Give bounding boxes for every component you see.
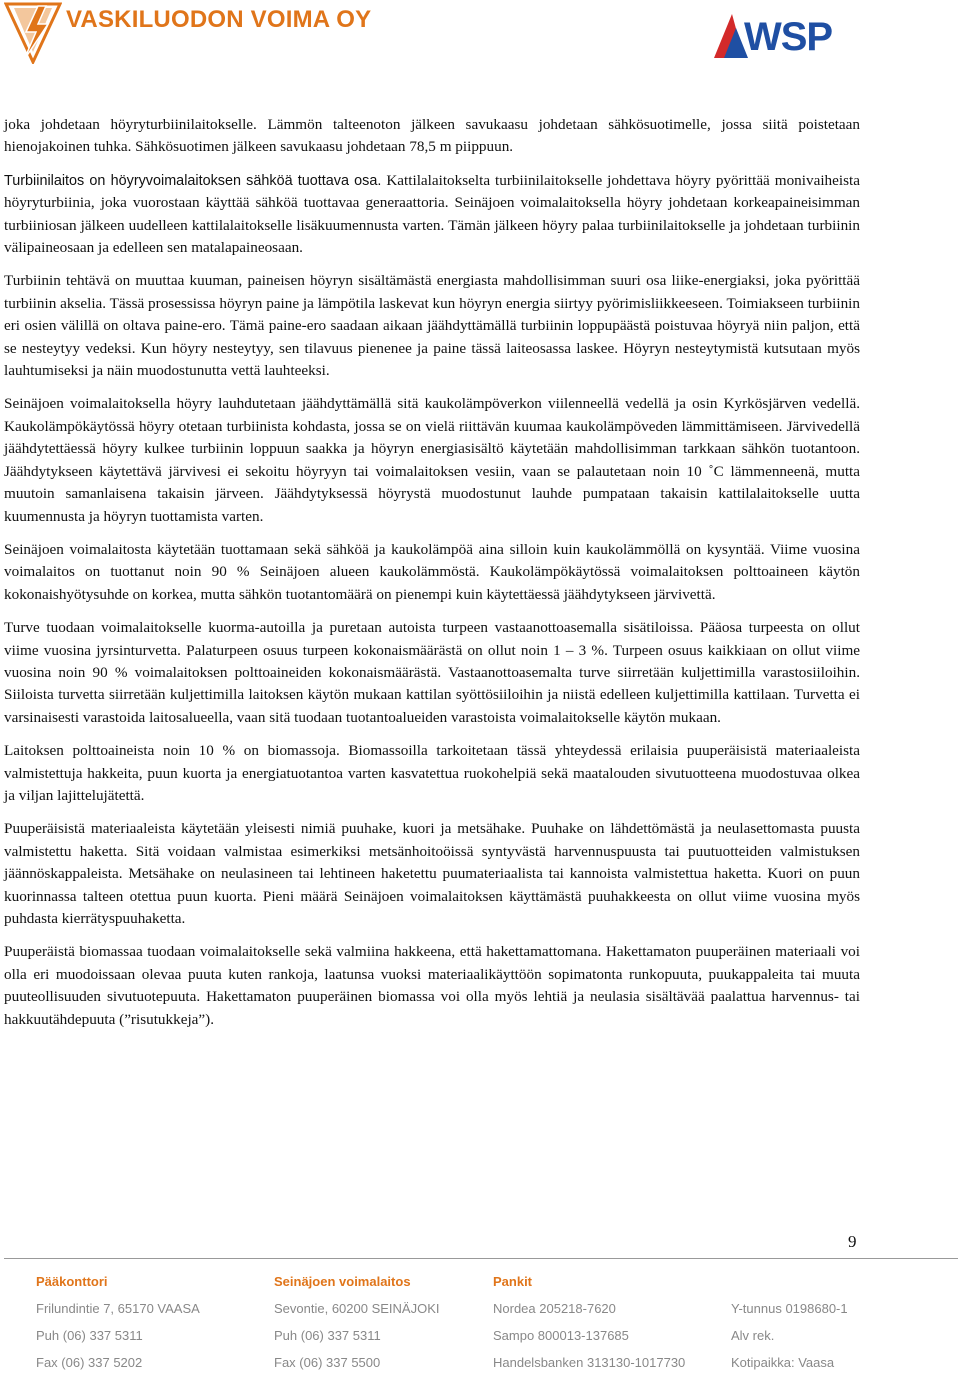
footer-phone: Puh (06) 337 5311 [36, 1328, 143, 1343]
footer-heading: Pääkonttori [36, 1274, 108, 1289]
footer-fax: Fax (06) 337 5500 [274, 1355, 381, 1370]
footer-phone: Puh (06) 337 5311 [274, 1328, 381, 1343]
paragraph: joka johdetaan höyryturbiinilaitokselle. Lämmön talteenoton jälkeen savukaasu johdetaan sähkösuotimelle, jossa siitä poistetaan hienojakoinen tuhka. Sähkösuotimen jälkeen savukaasu johdetaan 78,5 m piippuun. [4, 116, 860, 156]
footer-heading: Pankit [493, 1274, 533, 1289]
footer-heading: Seinäjoen voimalaitos [274, 1274, 411, 1289]
paragraph: Seinäjoen voimalaitosta käytetään tuottamaan sekä sähköä ja kaukolämpöä aina silloin kuin kaukolämmöllä on kysyntää. Viime vuosina voimalaitos on tuottanut noin 90 % Seinäjoen alueen kaukolämmöstä. Kaukolämpökäytössä voimalaitoksen polttoaineen käytön kokonaishyötysuhde on korkea, mutta sähkön tuotantomäärä on pienempi kuin käytettäessä jäähdytykseen järvivettä. [4, 540, 860, 603]
paragraph-continuation: Kattilalaitokselta turbiinilaitokselle johdettava höyry pyörittää monivaiheista höyryturbiinia, joka vuorostaan käyttää sähköä tuottavaa generaattoria. Seinäjoen voimalaitoksella höyry johdetaan korkeapaineisimman turbiiniosan jälkeen uudelleen kattilalaitokselle lisäkuumennusta varten. Tämän jälkeen höyry palaa turbiinilaitokselle ja johdetaan turbiinin välipaineosaan ja edelleen sen matalapaineosaan. [4, 171, 860, 257]
footer-column-seinajoki-plant [274, 1274, 439, 1382]
paragraph: Turbiinin tehtävä on muuttaa kuuman, paineisen höyryn sisältämästä energiasta mahdollisimman suuri osa liike-energiaksi, joka pyörittää turbiinin akselia. Tässä prosessissa höyryn paine ja lämpötila laskevat kun höyryn energia siirtyy pyörimisliikkeeseen. Toimiakseen turbiinin eri osien välillä on oltava paine-ero. Tämä paine-ero saadaan aikaan jäähdyttämällä turbiinin loppupäästä poistuvaa höyryä niin paljon, että se nesteytyy vedeksi. Kun höyry nesteytyy, sen tilavuus pienenee ja paine tässä laiteosassa laskee. Höyryn nesteytymistä kutsutaan myös lauhtumiseksi ja näin muodostunutta vettä lauhteeksi. [4, 272, 860, 380]
paragraph: Turve tuodaan voimalaitokselle kuorma-autoilla ja puretaan autoista turpeen vastaanottoasemalla sisätiloissa. Pääosa turpeesta on ollut viime vuosina jyrsinturvetta. Palaturpeen osuus turpeen kokonaismäärästä on ollut noin 1 – 3 %. Turpeen osuus kaikkiaan on ollut viime vuosina noin 90 % voimalaitoksen polttoaineiden kokonaismäärästä. Vastaanottoasemalta turve siirretään kuljettimilla varastosiiloihin. Siiloista turvetta siirretään kuljettimilla laitoksen käytön mukaan kattilan syöttösiiloihin ja niistä edelleen kuljettimilla kattilaan. Turvetta ei varsinaisesti varastoida laitosalueella, vaan sitä tuodaan tuotantoalueiden varastoista voimalaitokselle käytön mukaan. [4, 619, 860, 726]
footer-column-banks [493, 1274, 685, 1382]
footer-bank: Sampo 800013-137685 [493, 1328, 629, 1343]
paragraph: Laitoksen polttoaineista noin 10 % on biomassoja. Biomassoilla tarkoitetaan tässä yhteydessä erilaisia puuperäisistä materiaaleista valmistettuja hakkeita, puun kuorta ja energiatuotantoa varten kasvatettua ruokohelpiä sekä maatalouden sivutuotteena muodostuvaa olkea ja viljan lajittelujätettä. [4, 742, 860, 804]
paragraph: Seinäjoen voimalaitoksella höyry lauhdutetaan jäähdyttämällä sitä kaukolämpöverkon viilenneellä vedellä ja osin Kyrkösjärven vedellä. Kaukolämpökäytössä höyry otetaan turbiinista kohdasta, jossa se on vielä riittävän kuumaa kaukolämpöveden lämmittämiseen. Järvivedellä jäähdytettäessä höyry kulkee turbiinin loppuun saakka ja höyryn energiasisältö käytetään mahdollisimman tarkkaan sähkön tuotantoon. Jäähdytykseen käytettävä järvivesi ei sekoitu höyryyn tai voimalaitoksen vesiin, vaan se palautetaan noin 10 ˚C lämmenneenä, mutta muutoin samanlaisena takaisin järveen. Jäähdytyksessä höyrystä muodostunut lauhde pumpataan takaisin kattilalaitokselle uutta kuumennusta ja höyryn tuottamista varten. [4, 395, 860, 525]
vaskiluodon-logo-icon [4, 2, 62, 64]
paragraph-lead: Turbiinilaitos on höyryvoimalaitoksen sähköä tuottava osa. [4, 172, 382, 189]
footer-address: Frilundintie 7, 65170 VAASA [36, 1301, 200, 1316]
footer-fax: Fax (06) 337 5202 [36, 1355, 143, 1370]
page-number: 9 [848, 1232, 857, 1251]
footer-vat: Alv rek. [731, 1328, 775, 1343]
wsp-logo-text: WSP [744, 15, 833, 59]
footer-column-head-office [36, 1274, 200, 1382]
paragraph [4, 170, 860, 260]
document-body [4, 114, 860, 1042]
wsp-logo-icon [714, 14, 748, 58]
company-name: VASKILUODON VOIMA OY [66, 6, 372, 33]
paragraph: Puuperäistä biomassaa tuodaan voimalaitokselle sekä valmiina hakkeena, että hakettamattomana. Hakettamaton puuperäinen materiaali voi olla eri muodoissaan olevaa puuta kuten rankoja, laatunsa vuoksi materiaalikäyttöön sopimatonta runkopuuta, puukappaleita tai muuta puuteollisuuden sivutuotepuuta. Hakettamaton puuperäinen biomassa voi olla myös lehtiä ja neulasia sisältävää paalattua harvennus- tai hakkuutähdepuuta (”risutukkeja”). [4, 943, 860, 1028]
footer-divider [4, 1258, 958, 1259]
page-footer [0, 1262, 960, 1374]
footer-heading [731, 1274, 848, 1301]
footer-domicile: Kotipaikka: Vaasa [731, 1355, 835, 1370]
footer-column-registration [731, 1274, 848, 1382]
paragraph: Puuperäisistä materiaaleista käytetään yleisesti nimiä puuhake, kuori ja metsähake. Puuhake on lähdettömästä ja neulasettomasta puusta valmistettu haketta. Sitä voidaan valmistaa esimerkiksi metsänhoitoöissä syntyvästä harvennuspuusta tai puutuotteiden valmistuksen jäännöskappaleista. Metsähake on neulasineen tai lehtineen haketettu puumateriaalista tai kannoista valmistettua haketta. Kuori on puun kuorinnassa talteen otettua puun kuorta. Pieni määrä Seinäjoen voimalaitoksen käyttämästä puuhakkeesta on ollut viime vuosina myös puhdasta kierrätyspuuhaketta. [4, 820, 860, 927]
footer-bank: Handelsbanken 313130-1017730 [493, 1355, 686, 1370]
footer-address: Sevontie, 60200 SEINÄJOKI [274, 1301, 440, 1316]
page-header [0, 0, 960, 80]
footer-business-id: Y-tunnus 0198680-1 [731, 1301, 848, 1316]
footer-bank: Nordea 205218-7620 [493, 1301, 616, 1316]
